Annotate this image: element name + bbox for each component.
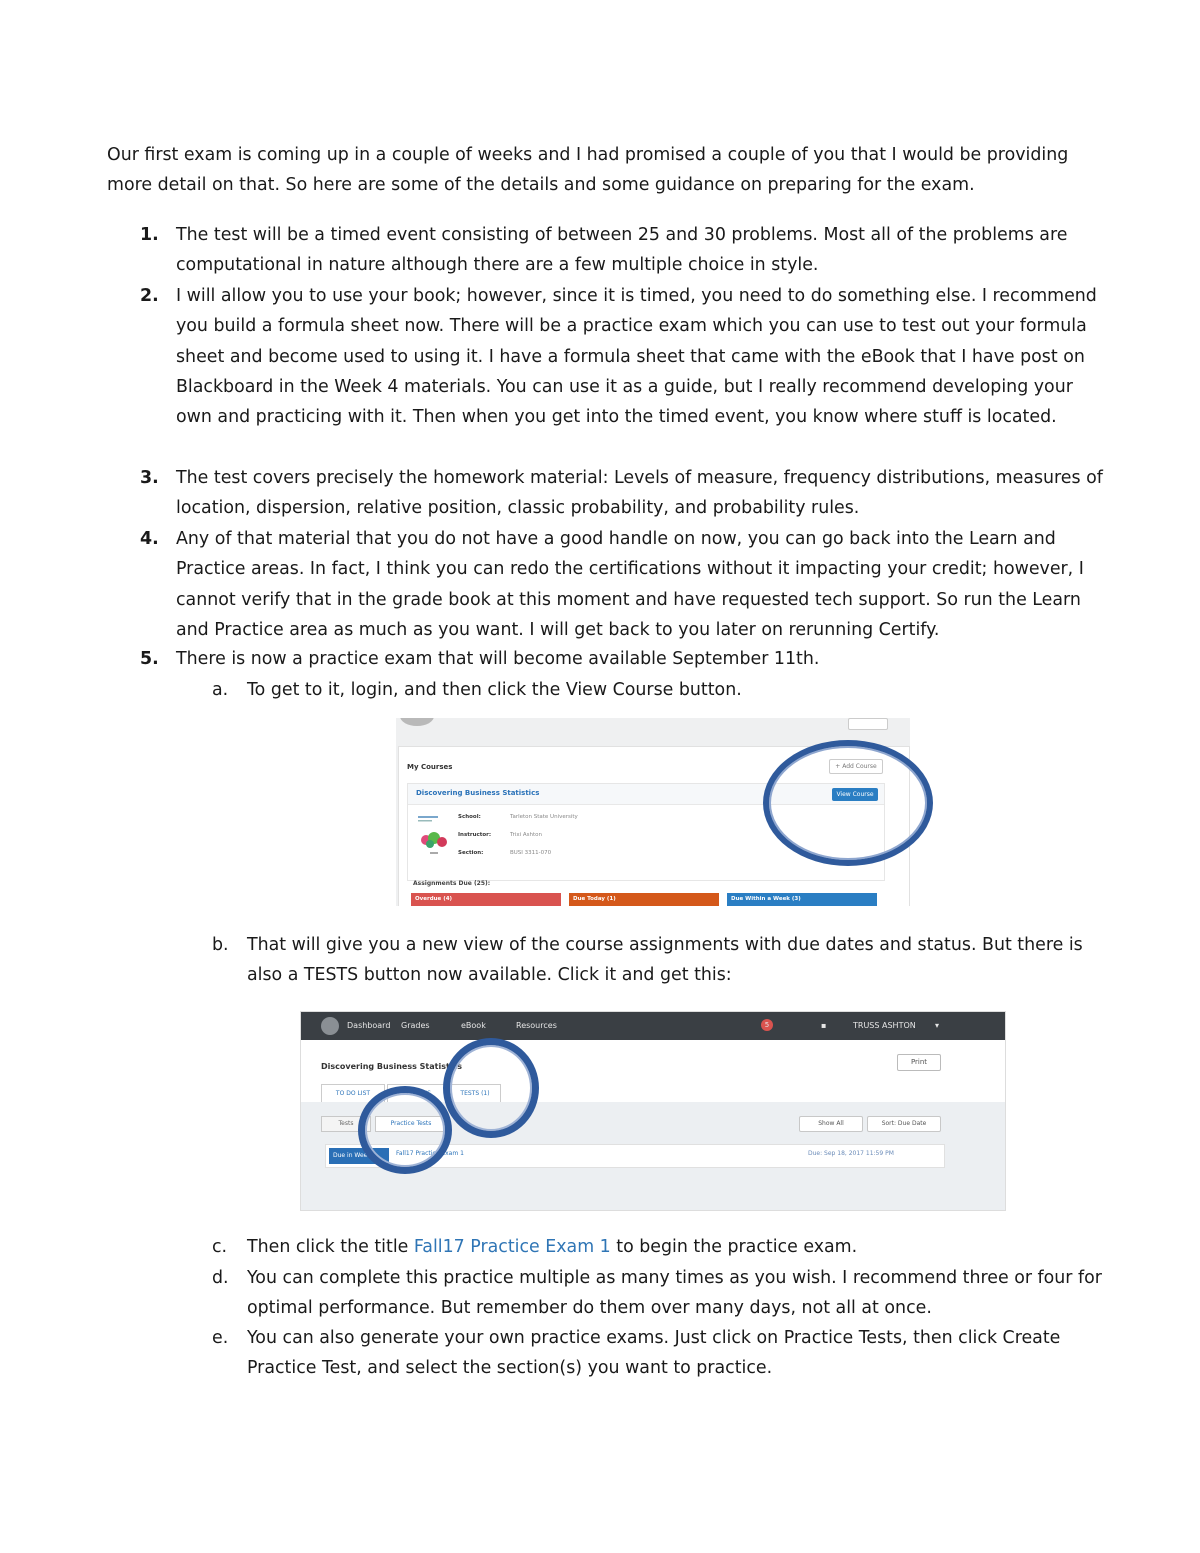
course-title: Discovering Business Statistics: [321, 1062, 463, 1071]
sub-letter: d.: [212, 1268, 229, 1288]
sub-text-before: Then click the title: [247, 1237, 414, 1257]
instructor-value: Trixi Ashton: [510, 832, 542, 838]
sub-text-after: to begin the practice exam.: [610, 1237, 858, 1257]
sub-text: You can complete this practice multiple as many times as you wish. I recommend three or four for optimal performance. But remember do them over many days, not all at once.: [247, 1268, 1102, 1319]
book-cover-icon: [416, 812, 452, 860]
list-number: 4.: [140, 529, 159, 549]
instructor-label: Instructor:: [458, 832, 492, 838]
tab-lessons[interactable]: LESSONS: [387, 1084, 447, 1103]
sub-text: To get to it, login, and then click the View Course button.: [247, 680, 742, 700]
sub-letter: a.: [212, 680, 229, 700]
list-text: Any of that material that you do not have a good handle on now, you can go back into the Learn and Practice areas. In fact, I think you can redo the certifications without it impacting your credit; however, I cannot verify that in the grade book at this moment and have requested tech support. So run the Learn and Practice area as much as you want. I will get back to you later on rerunning Certify.: [176, 529, 1084, 640]
list-text: There is now a practice exam that will become available September 11th.: [176, 649, 820, 669]
highlight-circle: [763, 740, 933, 866]
section-label: Section:: [458, 850, 484, 856]
nav-resources[interactable]: Resources: [516, 1021, 557, 1030]
overdue-bar[interactable]: Overdue (4): [411, 893, 561, 906]
list-number: 5.: [140, 649, 159, 669]
add-course-button[interactable]: + Add Course: [829, 759, 883, 774]
nav-user[interactable]: TRUSS ASHTON: [853, 1021, 916, 1030]
exam-link[interactable]: Fall17 Practice Exam 1: [396, 1150, 464, 1157]
course-name[interactable]: Discovering Business Statistics: [416, 789, 540, 797]
chevron-down-icon[interactable]: ▾: [935, 1021, 940, 1030]
sub-letter: c.: [212, 1237, 228, 1257]
nav-ebook[interactable]: eBook: [461, 1021, 486, 1030]
subtab-practice-tests[interactable]: Practice Tests: [375, 1116, 447, 1132]
list-number: 2.: [140, 286, 159, 306]
due-week-bar[interactable]: Due Within a Week (3): [727, 893, 877, 906]
sub-text: [247, 1232, 1107, 1262]
show-all-select[interactable]: Show All: [799, 1116, 863, 1132]
mail-icon[interactable]: ▪: [821, 1021, 827, 1030]
nav-grades[interactable]: Grades: [401, 1021, 430, 1030]
notification-badge[interactable]: 5: [761, 1019, 773, 1031]
highlight-circle: [358, 1086, 452, 1174]
list-text: The test will be a timed event consisting of between 25 and 30 problems. Most all of the problems are computational in nature although there are a few multiple choice in style.: [176, 225, 1068, 276]
due-date: Due: Sep 18, 2017 11:59 PM: [808, 1150, 894, 1157]
sub-letter: b.: [212, 935, 229, 955]
tab-todo[interactable]: TO DO LIST: [321, 1084, 385, 1103]
top-button[interactable]: [848, 718, 888, 730]
view-course-button[interactable]: View Course: [832, 788, 878, 801]
school-label: School:: [458, 814, 481, 820]
assignments-due-title: Assignments Due (25):: [413, 880, 491, 887]
due-today-bar[interactable]: Due Today (1): [569, 893, 719, 906]
due-week-label: Due in Week: [329, 1148, 389, 1164]
school-value: Tarleton State University: [510, 814, 578, 820]
section-value: BUSI 3311-070: [510, 850, 552, 856]
list-text: The test covers precisely the homework material: Levels of measure, frequency distributions, measures of location, dispersion, relative position, classic probability, and probability rules.: [176, 468, 1103, 519]
list-number: 1.: [140, 225, 159, 245]
highlight-circle: [443, 1038, 539, 1138]
tab-tests[interactable]: TESTS (1): [449, 1084, 501, 1103]
top-nav: [301, 1012, 1006, 1040]
sort-select[interactable]: Sort: Due Date: [867, 1116, 941, 1132]
intro-paragraph: Our first exam is coming up in a couple of weeks and I had promised a couple of you that I would be providing more detail on that. So here are some of the details and some guidance on preparing for the exam.: [107, 145, 1069, 196]
print-button[interactable]: Print: [897, 1054, 941, 1071]
my-courses-title: My Courses: [407, 763, 453, 771]
sub-text: You can also generate your own practice exams. Just click on Practice Tests, then click Create Practice Test, and select the section(s) you want to practice.: [247, 1328, 1061, 1379]
nav-dashboard[interactable]: Dashboard: [347, 1021, 391, 1030]
avatar: [400, 718, 434, 726]
app-logo-icon: [321, 1017, 339, 1035]
subtab-tests[interactable]: Tests: [321, 1116, 371, 1132]
list-number: 3.: [140, 468, 159, 488]
sub-letter: e.: [212, 1328, 229, 1348]
sub-text: That will give you a new view of the course assignments with due dates and status. But there is also a TESTS button now available. Click it and get this:: [247, 935, 1083, 986]
list-text: I will allow you to use your book; however, since it is timed, you need to do something else. I recommend you build a formula sheet now. There will be a practice exam which you can use to test out your formula sheet and become used to using it. I have a formula sheet that came with the eBook that I have post on Blackboard in the Week 4 materials. You can use it as a guide, but I really recommend developing your own and practicing with it. Then when you get into the timed event, you know where stuff is located.: [176, 286, 1097, 428]
practice-exam-link[interactable]: Fall17 Practice Exam 1: [413, 1237, 611, 1257]
